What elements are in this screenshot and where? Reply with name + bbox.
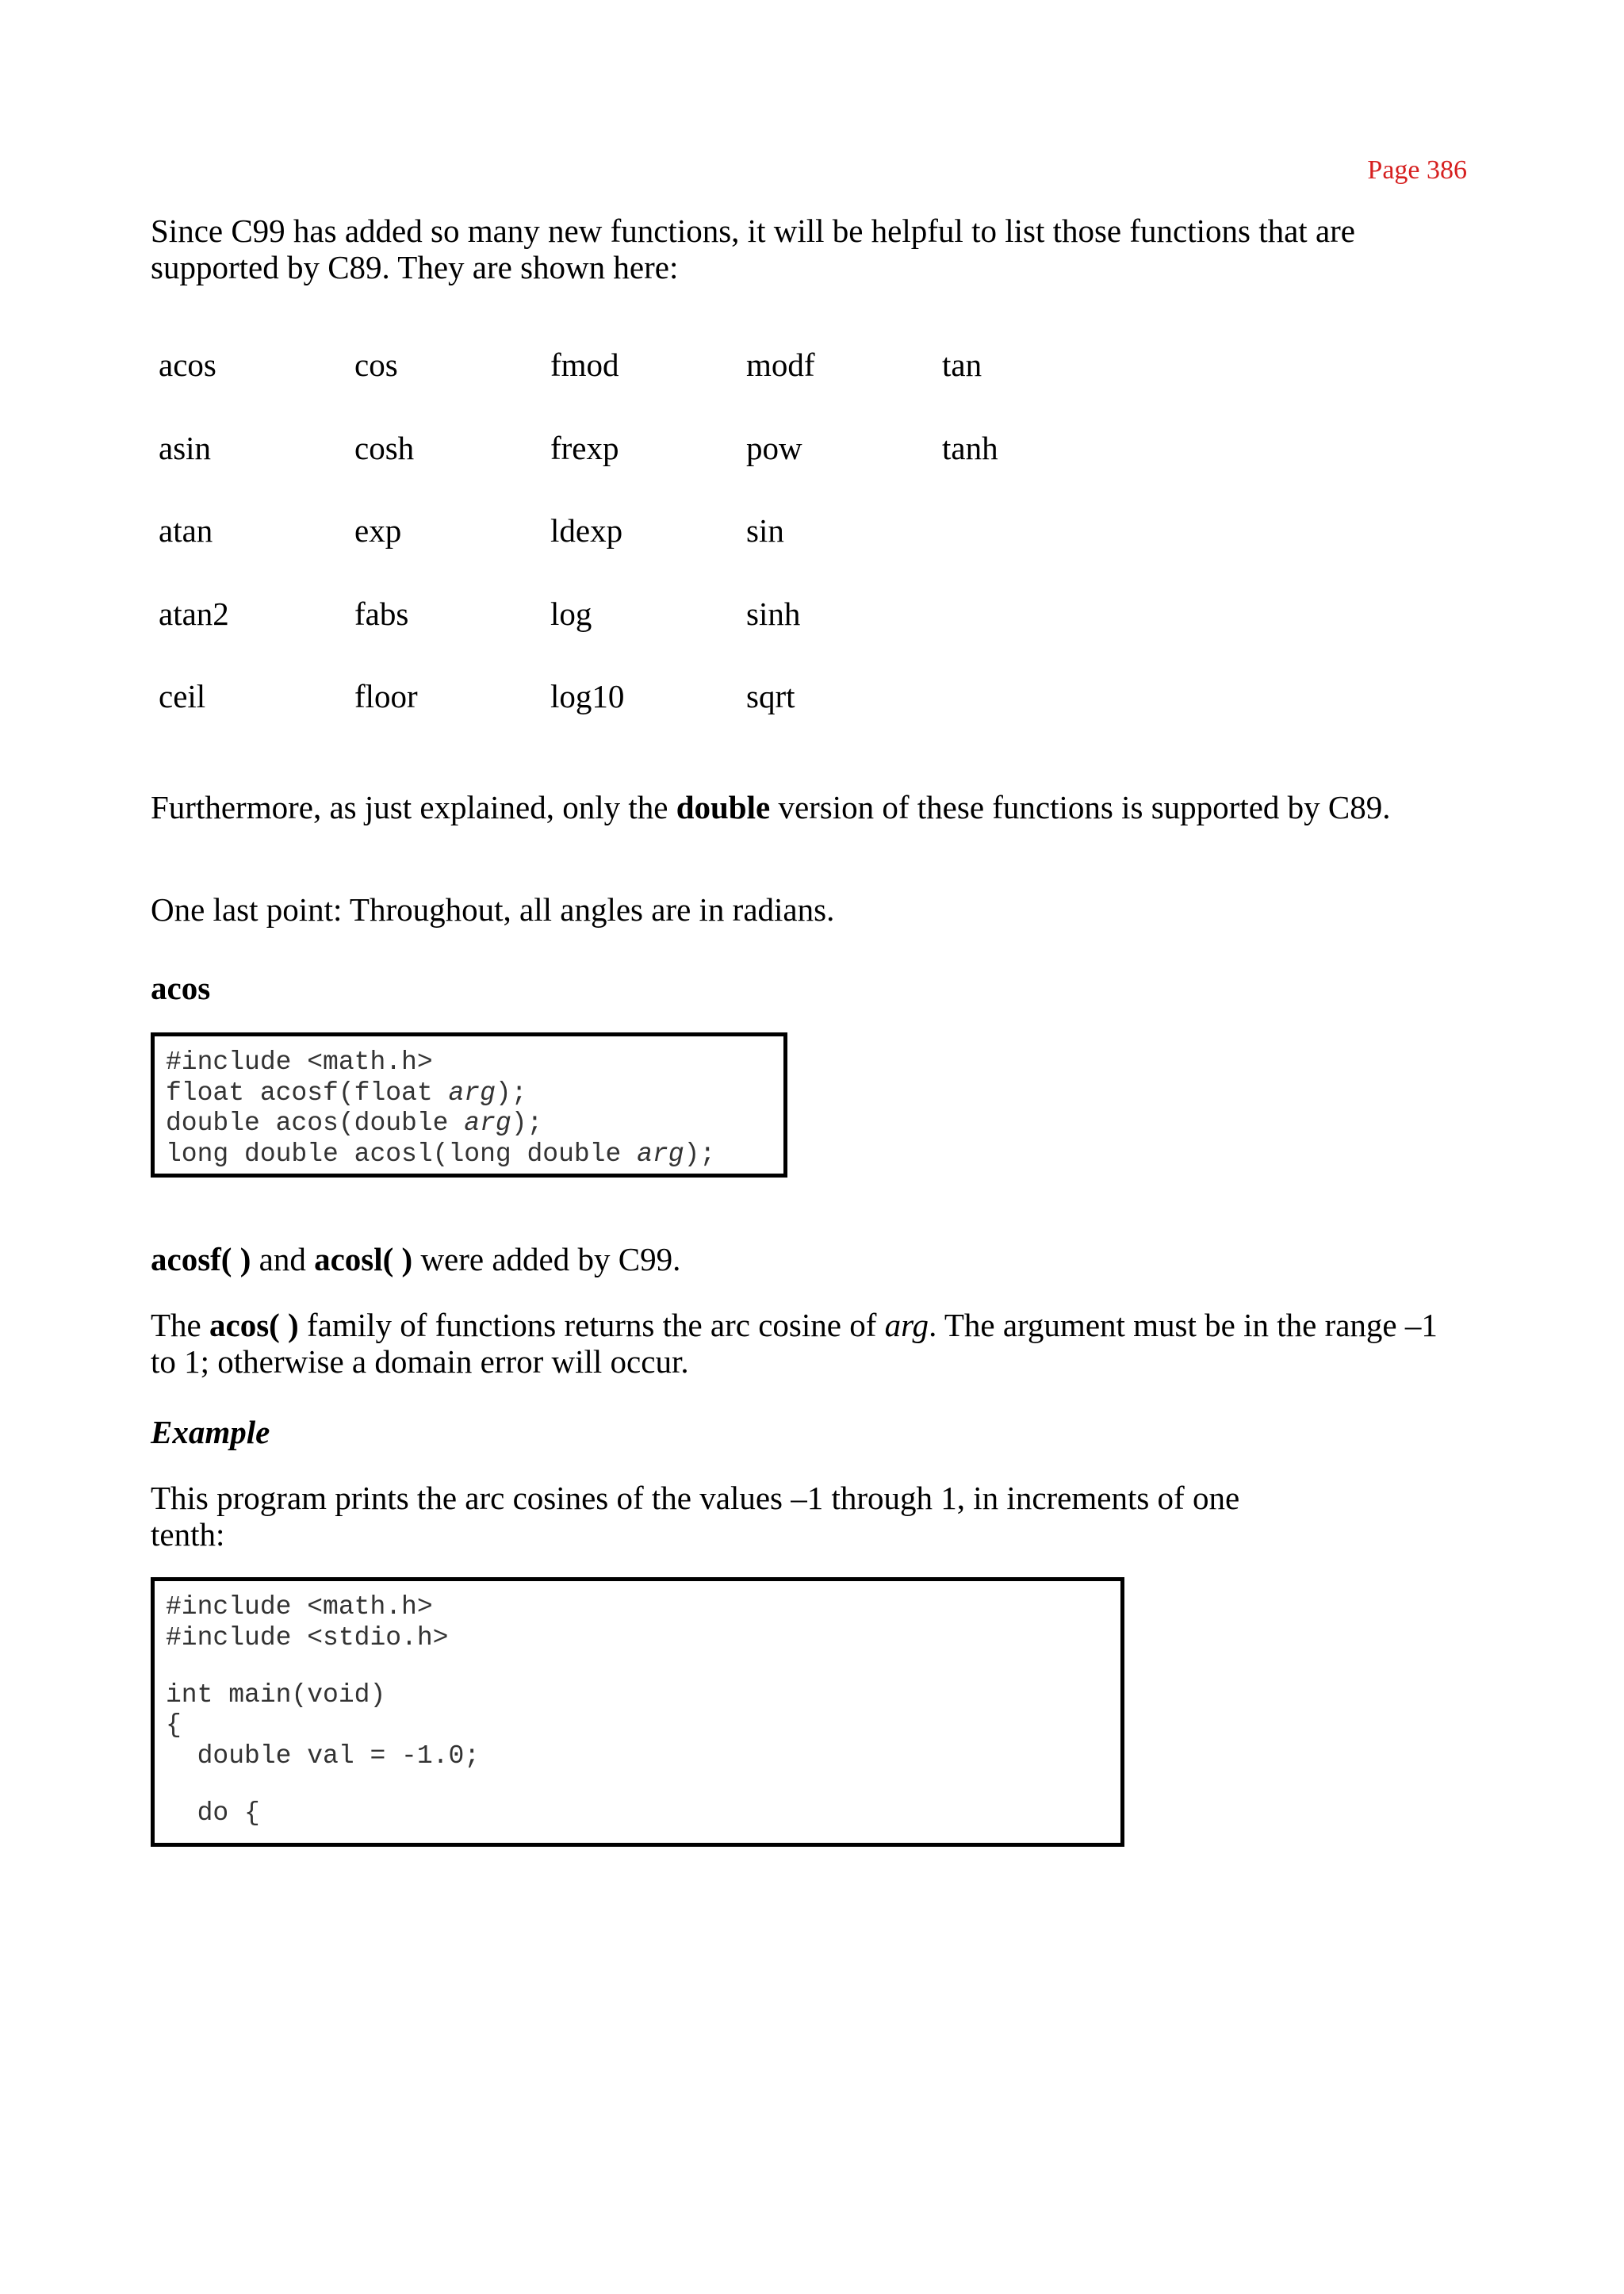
function-name: sinh: [746, 595, 801, 632]
code-line: int main(void): [166, 1679, 386, 1710]
code-arg: arg: [637, 1139, 684, 1169]
function-name: exp: [354, 512, 402, 549]
text-run: . The argument must be in the range –1 to 1; otherwise a domain error will occur.: [151, 1307, 1438, 1380]
code-text: );: [684, 1139, 716, 1169]
section-heading-acos: acos: [151, 970, 211, 1006]
code-line: [166, 1078, 783, 1109]
code-text: long double acosl(long double: [166, 1139, 638, 1169]
example-intro-paragraph: This program prints the arc cosines of the values –1 through 1, in increments of one tenth:: [151, 1480, 1240, 1553]
function-name: modf: [746, 347, 815, 383]
function-row: [159, 429, 1138, 512]
type-keyword: double: [676, 789, 771, 825]
function-ref: acos( ): [209, 1307, 299, 1343]
prototype-code-box: [151, 1032, 787, 1178]
code-text: float acosf(float: [166, 1078, 449, 1108]
function-row: [159, 677, 1138, 760]
page-number: Page 386: [1367, 155, 1467, 185]
arg-ref: arg: [884, 1307, 929, 1343]
last-point-paragraph: One last point: Throughout, all angles are in radians.: [151, 891, 835, 928]
function-name: ldexp: [550, 512, 623, 549]
intro-paragraph: Since C99 has added so many new functions, it will be helpful to list those functions that are supported by C89. They are shown here:: [151, 213, 1356, 285]
code-line: [166, 1139, 783, 1170]
function-name: tan: [942, 347, 982, 383]
furthermore-paragraph: [151, 789, 1459, 825]
code-text: );: [495, 1078, 527, 1108]
code-line: double val = -1.0;: [166, 1741, 481, 1771]
function-name: atan: [159, 512, 213, 549]
text-run: family of functions returns the arc cosine of: [298, 1307, 885, 1343]
function-name: log10: [550, 678, 625, 714]
code-line: do {: [166, 1798, 260, 1828]
function-name: acos: [159, 347, 216, 383]
function-row: [159, 511, 1138, 595]
code-line: #include <stdio.h>: [166, 1622, 449, 1653]
function-ref: acosf( ): [151, 1241, 251, 1277]
function-ref: acosl( ): [314, 1241, 413, 1277]
function-name: atan2: [159, 595, 229, 632]
function-row: [159, 595, 1138, 678]
text-run: version of these functions is supported by C89.: [770, 789, 1391, 825]
function-name: sin: [746, 512, 784, 549]
text-run: were added by C99.: [412, 1241, 681, 1277]
text-run: and: [251, 1241, 315, 1277]
code-line: {: [166, 1710, 182, 1740]
code-line: #include <math.h>: [166, 1592, 433, 1622]
function-name: sqrt: [746, 678, 795, 714]
function-name: ceil: [159, 678, 206, 714]
function-name: pow: [746, 429, 802, 466]
function-name: cosh: [354, 429, 415, 466]
function-name: floor: [354, 678, 418, 714]
added-by-paragraph: [151, 1241, 1459, 1277]
code-text: );: [511, 1109, 543, 1138]
code-line: #include <math.h>: [166, 1047, 433, 1077]
code-text: double acos(double: [166, 1109, 465, 1138]
function-row: [159, 346, 1138, 429]
description-paragraph: [151, 1307, 1459, 1380]
function-name: tanh: [942, 429, 998, 466]
example-heading: Example: [151, 1414, 270, 1450]
function-name: frexp: [550, 429, 619, 466]
function-name: asin: [159, 429, 212, 466]
code-line: [166, 1109, 783, 1139]
code-arg: arg: [448, 1078, 496, 1108]
text-run: The: [151, 1307, 209, 1343]
text-run: Furthermore, as just explained, only the: [151, 789, 676, 825]
function-name: cos: [354, 347, 398, 383]
function-name: fmod: [550, 347, 619, 383]
example-code-box: [151, 1577, 1124, 1847]
code-arg: arg: [464, 1109, 511, 1138]
function-name: fabs: [354, 595, 409, 632]
function-name: log: [550, 595, 592, 632]
c89-function-table: [159, 346, 1138, 760]
